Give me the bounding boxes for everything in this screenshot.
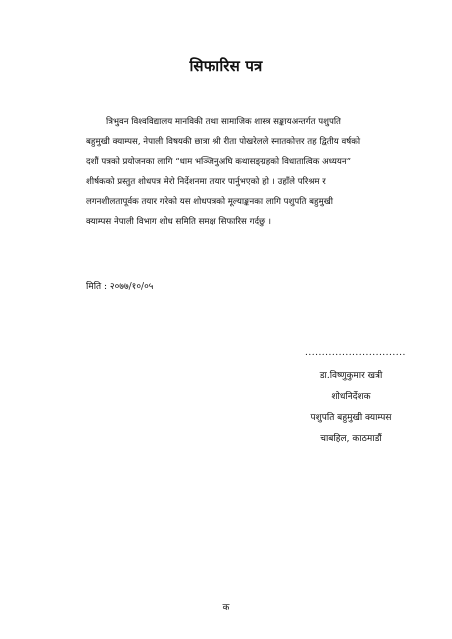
page-number: क [222,603,230,613]
recommendation-paragraph [86,112,402,232]
paragraph-line: लगनशीलतापूर्वक तयार गरेको यस शोधपत्रको मूल्याङ्कनका लागि पशुपति बहुमुखी [86,197,333,207]
signature-block [286,366,416,450]
paragraph-line: शीर्षकको प्रस्तुत शोधपत्र मेरो निर्देशनमा तयार पार्नुभएको हो । उहाँले परिश्रम र [86,177,326,187]
signatory-address: चाबहिल, काठमाडौं [320,434,382,444]
paragraph-line: दशौं पत्रको प्रयोजनका लागि “धाम भञ्जिनुअघि कथासङ्ग्रहको विधातात्विक अध्ययन” [86,157,352,167]
paragraph-line: क्याम्पस नेपाली विभाग शोध समिति समक्ष सिफारिस गर्दछु । [86,217,272,227]
signature-line: .............................. [305,348,406,358]
signatory-name: डा.विष्णुकुमार खत्री [319,371,383,381]
paragraph-line: त्रिभुवन विश्वविद्यालय मानविकी तथा सामाजिक शास्त्र सङ्कायअन्तर्गत पशुपति [106,117,341,127]
date-line: मिति : २०७७/१०/०५ [86,282,154,292]
paragraph-line: बहुमुखी क्याम्पस, नेपाली विषयकी छात्रा श्री रीता पोखरेलले स्नातकोत्तर तह द्वितीय वर्षको [86,137,361,147]
page-title: सिफारिस पत्र [189,57,263,75]
signatory-institution: पशुपति बहुमुखी क्याम्पस [310,413,392,423]
signatory-role: शोधनिर्देशक [331,392,371,402]
